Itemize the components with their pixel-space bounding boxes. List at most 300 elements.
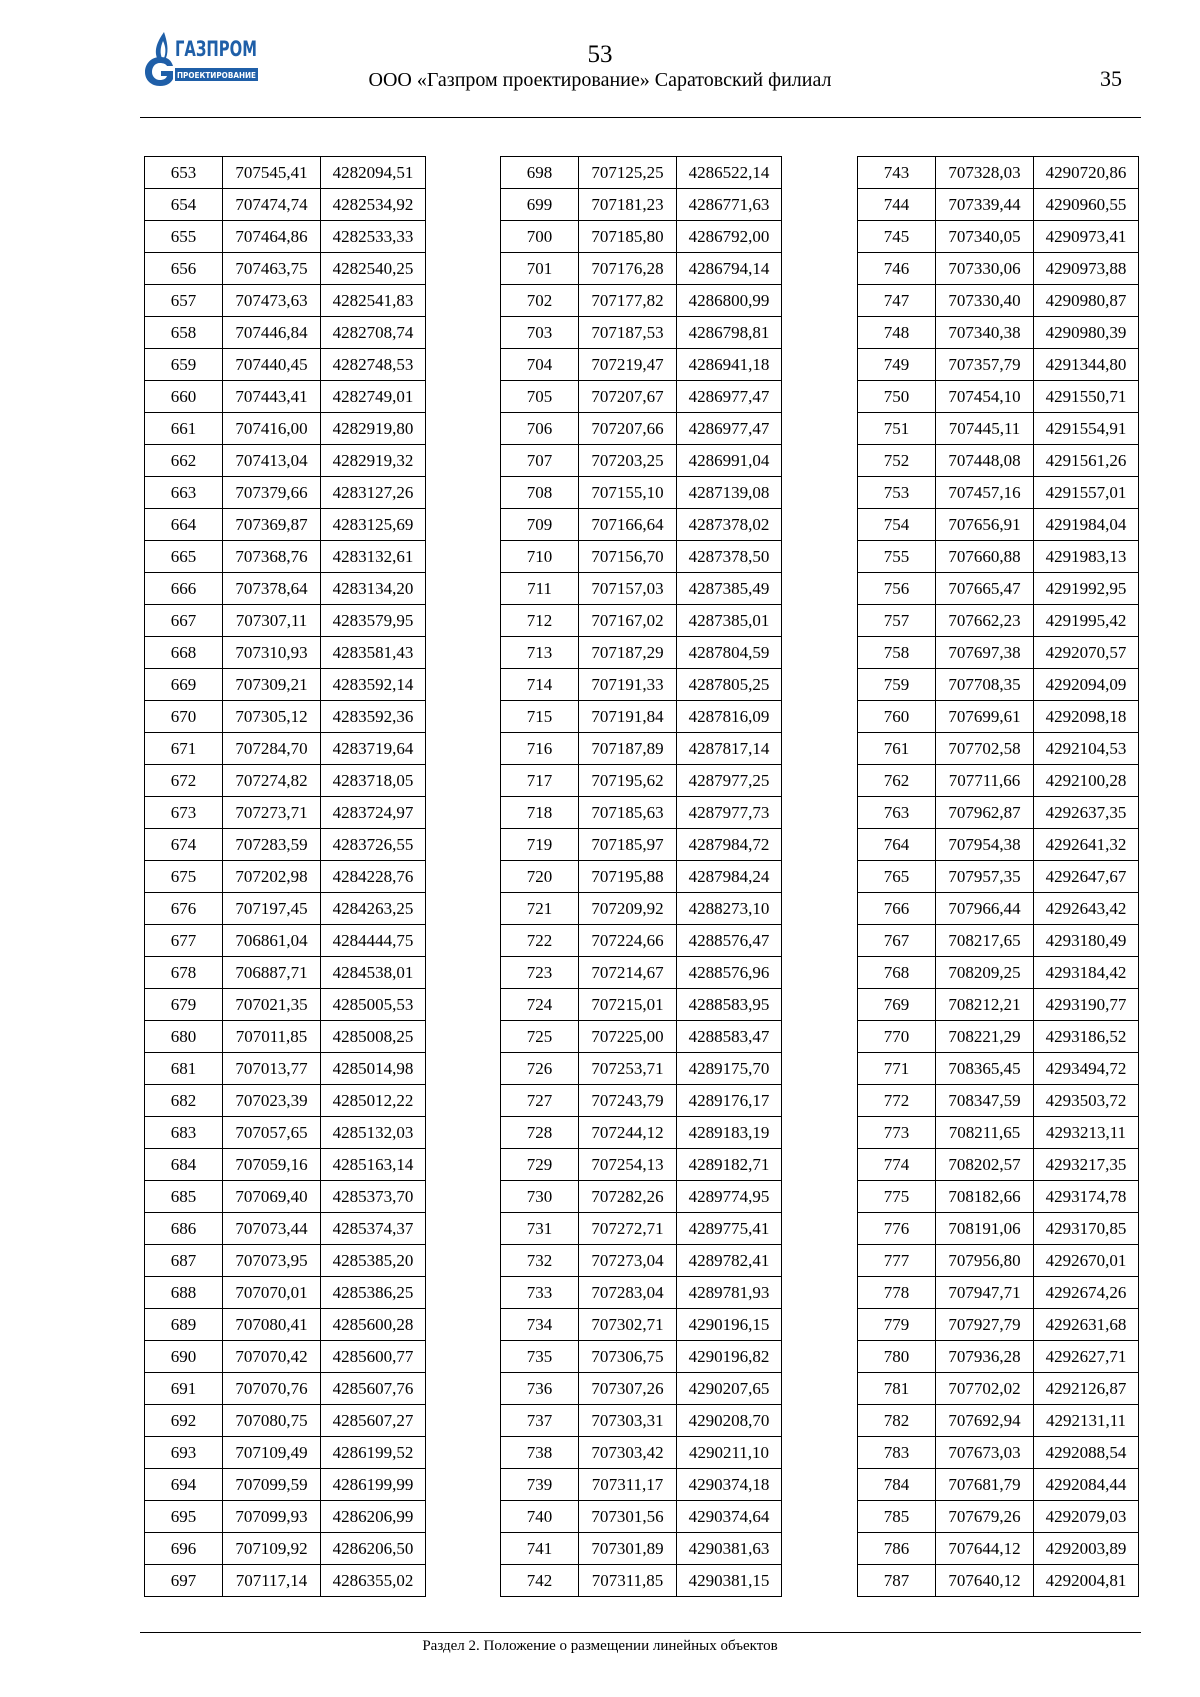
x-coordinate-cell: 707215,01 bbox=[579, 989, 677, 1021]
point-number-cell: 745 bbox=[858, 221, 936, 253]
point-number-cell: 699 bbox=[501, 189, 579, 221]
table-row bbox=[501, 1533, 782, 1565]
x-coordinate-cell: 707157,03 bbox=[579, 573, 677, 605]
point-number-cell: 690 bbox=[145, 1341, 223, 1373]
point-number-cell: 762 bbox=[858, 765, 936, 797]
table-row bbox=[501, 189, 782, 221]
y-coordinate-cell: 4291983,13 bbox=[1034, 541, 1139, 573]
x-coordinate-cell: 707253,71 bbox=[579, 1053, 677, 1085]
point-number-cell: 753 bbox=[858, 477, 936, 509]
x-coordinate-cell: 707962,87 bbox=[936, 797, 1034, 829]
y-coordinate-cell: 4289774,95 bbox=[677, 1181, 782, 1213]
point-number-cell: 681 bbox=[145, 1053, 223, 1085]
table-row bbox=[145, 1405, 426, 1437]
point-number-cell: 738 bbox=[501, 1437, 579, 1469]
point-number-cell: 717 bbox=[501, 765, 579, 797]
table-row bbox=[145, 253, 426, 285]
y-coordinate-cell: 4283592,14 bbox=[321, 669, 426, 701]
table-row bbox=[501, 1309, 782, 1341]
point-number-cell: 769 bbox=[858, 989, 936, 1021]
x-coordinate-cell: 707243,79 bbox=[579, 1085, 677, 1117]
x-coordinate-cell: 707440,45 bbox=[223, 349, 321, 381]
table-row bbox=[145, 861, 426, 893]
y-coordinate-cell: 4287378,50 bbox=[677, 541, 782, 573]
y-coordinate-cell: 4283726,55 bbox=[321, 829, 426, 861]
point-number-cell: 785 bbox=[858, 1501, 936, 1533]
point-number-cell: 720 bbox=[501, 861, 579, 893]
x-coordinate-cell: 707660,88 bbox=[936, 541, 1034, 573]
y-coordinate-cell: 4285373,70 bbox=[321, 1181, 426, 1213]
point-number-cell: 781 bbox=[858, 1373, 936, 1405]
point-number-cell: 739 bbox=[501, 1469, 579, 1501]
point-number-cell: 721 bbox=[501, 893, 579, 925]
table-row bbox=[858, 157, 1139, 189]
table-row bbox=[858, 1437, 1139, 1469]
table-row bbox=[145, 669, 426, 701]
point-number-cell: 737 bbox=[501, 1405, 579, 1437]
table-row bbox=[145, 1469, 426, 1501]
point-number-cell: 734 bbox=[501, 1309, 579, 1341]
y-coordinate-cell: 4287816,09 bbox=[677, 701, 782, 733]
point-number-cell: 740 bbox=[501, 1501, 579, 1533]
point-number-cell: 672 bbox=[145, 765, 223, 797]
table-row bbox=[145, 1245, 426, 1277]
table-row bbox=[858, 1373, 1139, 1405]
point-number-cell: 657 bbox=[145, 285, 223, 317]
x-coordinate-cell: 707702,58 bbox=[936, 733, 1034, 765]
table-row bbox=[501, 509, 782, 541]
point-number-cell: 660 bbox=[145, 381, 223, 413]
table-row bbox=[145, 221, 426, 253]
point-number-cell: 733 bbox=[501, 1277, 579, 1309]
table-row bbox=[858, 1309, 1139, 1341]
y-coordinate-cell: 4285014,98 bbox=[321, 1053, 426, 1085]
table-row bbox=[501, 989, 782, 1021]
x-coordinate-cell: 707023,39 bbox=[223, 1085, 321, 1117]
table-row bbox=[501, 1149, 782, 1181]
table-row bbox=[501, 349, 782, 381]
point-number-cell: 742 bbox=[501, 1565, 579, 1597]
point-number-cell: 741 bbox=[501, 1533, 579, 1565]
point-number-cell: 771 bbox=[858, 1053, 936, 1085]
y-coordinate-cell: 4283134,20 bbox=[321, 573, 426, 605]
table-row bbox=[145, 701, 426, 733]
y-coordinate-cell: 4293494,72 bbox=[1034, 1053, 1139, 1085]
y-coordinate-cell: 4286792,00 bbox=[677, 221, 782, 253]
y-coordinate-cell: 4291561,26 bbox=[1034, 445, 1139, 477]
table-row bbox=[145, 605, 426, 637]
x-coordinate-cell: 707464,86 bbox=[223, 221, 321, 253]
x-coordinate-cell: 708217,65 bbox=[936, 925, 1034, 957]
x-coordinate-cell: 707445,11 bbox=[936, 413, 1034, 445]
table-row bbox=[145, 1501, 426, 1533]
x-coordinate-cell: 707307,11 bbox=[223, 605, 321, 637]
point-number-cell: 706 bbox=[501, 413, 579, 445]
y-coordinate-cell: 4286206,50 bbox=[321, 1533, 426, 1565]
table-row bbox=[858, 1213, 1139, 1245]
point-number-cell: 704 bbox=[501, 349, 579, 381]
x-coordinate-cell: 707125,25 bbox=[579, 157, 677, 189]
x-coordinate-cell: 707446,84 bbox=[223, 317, 321, 349]
table-row bbox=[858, 1053, 1139, 1085]
y-coordinate-cell: 4290973,88 bbox=[1034, 253, 1139, 285]
table-row bbox=[501, 733, 782, 765]
y-coordinate-cell: 4292003,89 bbox=[1034, 1533, 1139, 1565]
table-row bbox=[501, 893, 782, 925]
x-coordinate-cell: 707340,05 bbox=[936, 221, 1034, 253]
y-coordinate-cell: 4285600,77 bbox=[321, 1341, 426, 1373]
x-coordinate-cell: 707185,97 bbox=[579, 829, 677, 861]
table-row bbox=[501, 605, 782, 637]
table-row bbox=[501, 637, 782, 669]
table-row bbox=[501, 253, 782, 285]
y-coordinate-cell: 4290208,70 bbox=[677, 1405, 782, 1437]
table-row bbox=[145, 1117, 426, 1149]
x-coordinate-cell: 707936,28 bbox=[936, 1341, 1034, 1373]
point-number-cell: 783 bbox=[858, 1437, 936, 1469]
y-coordinate-cell: 4292631,68 bbox=[1034, 1309, 1139, 1341]
x-coordinate-cell: 707947,71 bbox=[936, 1277, 1034, 1309]
point-number-cell: 755 bbox=[858, 541, 936, 573]
y-coordinate-cell: 4288583,95 bbox=[677, 989, 782, 1021]
y-coordinate-cell: 4286771,63 bbox=[677, 189, 782, 221]
table-row bbox=[501, 381, 782, 413]
x-coordinate-cell: 707307,26 bbox=[579, 1373, 677, 1405]
point-number-cell: 693 bbox=[145, 1437, 223, 1469]
x-coordinate-cell: 707187,89 bbox=[579, 733, 677, 765]
point-number-cell: 710 bbox=[501, 541, 579, 573]
x-coordinate-cell: 707274,82 bbox=[223, 765, 321, 797]
x-coordinate-cell: 707379,66 bbox=[223, 477, 321, 509]
table-row bbox=[145, 573, 426, 605]
y-coordinate-cell: 4285386,25 bbox=[321, 1277, 426, 1309]
x-coordinate-cell: 707187,53 bbox=[579, 317, 677, 349]
y-coordinate-cell: 4290381,63 bbox=[677, 1533, 782, 1565]
y-coordinate-cell: 4284444,75 bbox=[321, 925, 426, 957]
table-row bbox=[145, 1565, 426, 1597]
y-coordinate-cell: 4293170,85 bbox=[1034, 1213, 1139, 1245]
y-coordinate-cell: 4291992,95 bbox=[1034, 573, 1139, 605]
point-number-cell: 678 bbox=[145, 957, 223, 989]
x-coordinate-cell: 708191,06 bbox=[936, 1213, 1034, 1245]
x-coordinate-cell: 707013,77 bbox=[223, 1053, 321, 1085]
point-number-cell: 683 bbox=[145, 1117, 223, 1149]
y-coordinate-cell: 4290960,55 bbox=[1034, 189, 1139, 221]
table-row bbox=[858, 1085, 1139, 1117]
coordinates-table-3 bbox=[857, 156, 1139, 1597]
table-row bbox=[501, 1085, 782, 1117]
table-row bbox=[145, 349, 426, 381]
point-number-cell: 716 bbox=[501, 733, 579, 765]
y-coordinate-cell: 4290374,18 bbox=[677, 1469, 782, 1501]
y-coordinate-cell: 4292126,87 bbox=[1034, 1373, 1139, 1405]
table-row bbox=[501, 1181, 782, 1213]
y-coordinate-cell: 4291550,71 bbox=[1034, 381, 1139, 413]
table-row bbox=[501, 701, 782, 733]
x-coordinate-cell: 707330,06 bbox=[936, 253, 1034, 285]
point-number-cell: 764 bbox=[858, 829, 936, 861]
y-coordinate-cell: 4292094,09 bbox=[1034, 669, 1139, 701]
y-coordinate-cell: 4287378,02 bbox=[677, 509, 782, 541]
point-number-cell: 680 bbox=[145, 1021, 223, 1053]
y-coordinate-cell: 4284263,25 bbox=[321, 893, 426, 925]
table-row bbox=[858, 1117, 1139, 1149]
x-coordinate-cell: 707711,66 bbox=[936, 765, 1034, 797]
point-number-cell: 754 bbox=[858, 509, 936, 541]
point-number-cell: 786 bbox=[858, 1533, 936, 1565]
point-number-cell: 760 bbox=[858, 701, 936, 733]
point-number-cell: 751 bbox=[858, 413, 936, 445]
x-coordinate-cell: 707644,12 bbox=[936, 1533, 1034, 1565]
x-coordinate-cell: 707214,67 bbox=[579, 957, 677, 989]
point-number-cell: 671 bbox=[145, 733, 223, 765]
x-coordinate-cell: 707457,16 bbox=[936, 477, 1034, 509]
x-coordinate-cell: 707155,10 bbox=[579, 477, 677, 509]
table-row bbox=[145, 1437, 426, 1469]
coordinates-table-2 bbox=[500, 156, 782, 1597]
table-row bbox=[145, 1053, 426, 1085]
x-coordinate-cell: 708347,59 bbox=[936, 1085, 1034, 1117]
y-coordinate-cell: 4285008,25 bbox=[321, 1021, 426, 1053]
point-number-cell: 749 bbox=[858, 349, 936, 381]
point-number-cell: 714 bbox=[501, 669, 579, 701]
table-row bbox=[858, 637, 1139, 669]
y-coordinate-cell: 4292627,71 bbox=[1034, 1341, 1139, 1373]
y-coordinate-cell: 4286977,47 bbox=[677, 413, 782, 445]
y-coordinate-cell: 4282094,51 bbox=[321, 157, 426, 189]
table-row bbox=[858, 733, 1139, 765]
point-number-cell: 744 bbox=[858, 189, 936, 221]
y-coordinate-cell: 4292643,42 bbox=[1034, 893, 1139, 925]
point-number-cell: 736 bbox=[501, 1373, 579, 1405]
point-number-cell: 776 bbox=[858, 1213, 936, 1245]
point-number-cell: 697 bbox=[145, 1565, 223, 1597]
point-number-cell: 655 bbox=[145, 221, 223, 253]
y-coordinate-cell: 4290374,64 bbox=[677, 1501, 782, 1533]
y-coordinate-cell: 4293190,77 bbox=[1034, 989, 1139, 1021]
y-coordinate-cell: 4288576,96 bbox=[677, 957, 782, 989]
y-coordinate-cell: 4283127,26 bbox=[321, 477, 426, 509]
table-row bbox=[145, 765, 426, 797]
point-number-cell: 767 bbox=[858, 925, 936, 957]
point-number-cell: 684 bbox=[145, 1149, 223, 1181]
table-row bbox=[858, 1533, 1139, 1565]
table-row bbox=[858, 861, 1139, 893]
x-coordinate-cell: 707207,67 bbox=[579, 381, 677, 413]
logo-subtitle: ПРОЕКТИРОВАНИЕ bbox=[177, 71, 256, 80]
table-row bbox=[858, 477, 1139, 509]
y-coordinate-cell: 4282919,32 bbox=[321, 445, 426, 477]
x-coordinate-cell: 707413,04 bbox=[223, 445, 321, 477]
y-coordinate-cell: 4291554,91 bbox=[1034, 413, 1139, 445]
y-coordinate-cell: 4282534,92 bbox=[321, 189, 426, 221]
point-number-cell: 702 bbox=[501, 285, 579, 317]
point-number-cell: 761 bbox=[858, 733, 936, 765]
table-row bbox=[145, 1181, 426, 1213]
point-number-cell: 659 bbox=[145, 349, 223, 381]
x-coordinate-cell: 707443,41 bbox=[223, 381, 321, 413]
table-row bbox=[145, 1341, 426, 1373]
table-row bbox=[501, 1213, 782, 1245]
x-coordinate-cell: 707640,12 bbox=[936, 1565, 1034, 1597]
point-number-cell: 711 bbox=[501, 573, 579, 605]
y-coordinate-cell: 4289775,41 bbox=[677, 1213, 782, 1245]
table-row bbox=[858, 1149, 1139, 1181]
logo-wordmark: ГАЗПРОМ bbox=[175, 37, 257, 61]
point-number-cell: 770 bbox=[858, 1021, 936, 1053]
x-coordinate-cell: 707219,47 bbox=[579, 349, 677, 381]
table-row bbox=[858, 1245, 1139, 1277]
table-row bbox=[858, 829, 1139, 861]
y-coordinate-cell: 4285374,37 bbox=[321, 1213, 426, 1245]
point-number-cell: 759 bbox=[858, 669, 936, 701]
point-number-cell: 696 bbox=[145, 1533, 223, 1565]
y-coordinate-cell: 4282540,25 bbox=[321, 253, 426, 285]
point-number-cell: 703 bbox=[501, 317, 579, 349]
y-coordinate-cell: 4285163,14 bbox=[321, 1149, 426, 1181]
y-coordinate-cell: 4292079,03 bbox=[1034, 1501, 1139, 1533]
point-number-cell: 756 bbox=[858, 573, 936, 605]
point-number-cell: 688 bbox=[145, 1277, 223, 1309]
table-row bbox=[501, 1021, 782, 1053]
x-coordinate-cell: 707378,64 bbox=[223, 573, 321, 605]
table-row bbox=[145, 1213, 426, 1245]
x-coordinate-cell: 707070,42 bbox=[223, 1341, 321, 1373]
x-coordinate-cell: 706887,71 bbox=[223, 957, 321, 989]
y-coordinate-cell: 4286794,14 bbox=[677, 253, 782, 285]
table-row bbox=[501, 1405, 782, 1437]
x-coordinate-cell: 707697,38 bbox=[936, 637, 1034, 669]
x-coordinate-cell: 707656,91 bbox=[936, 509, 1034, 541]
x-coordinate-cell: 707166,64 bbox=[579, 509, 677, 541]
y-coordinate-cell: 4289175,70 bbox=[677, 1053, 782, 1085]
point-number-cell: 698 bbox=[501, 157, 579, 189]
x-coordinate-cell: 707187,29 bbox=[579, 637, 677, 669]
y-coordinate-cell: 4284228,76 bbox=[321, 861, 426, 893]
y-coordinate-cell: 4285012,22 bbox=[321, 1085, 426, 1117]
table-row bbox=[145, 797, 426, 829]
point-number-cell: 732 bbox=[501, 1245, 579, 1277]
y-coordinate-cell: 4292084,44 bbox=[1034, 1469, 1139, 1501]
table-row bbox=[501, 477, 782, 509]
x-coordinate-cell: 707463,75 bbox=[223, 253, 321, 285]
point-number-cell: 766 bbox=[858, 893, 936, 925]
point-number-cell: 782 bbox=[858, 1405, 936, 1437]
table-row bbox=[501, 157, 782, 189]
table-row bbox=[145, 957, 426, 989]
x-coordinate-cell: 707080,75 bbox=[223, 1405, 321, 1437]
table-row bbox=[858, 1341, 1139, 1373]
point-number-cell: 676 bbox=[145, 893, 223, 925]
y-coordinate-cell: 4282541,83 bbox=[321, 285, 426, 317]
table-row bbox=[858, 797, 1139, 829]
y-coordinate-cell: 4286522,14 bbox=[677, 157, 782, 189]
point-number-cell: 694 bbox=[145, 1469, 223, 1501]
point-number-cell: 752 bbox=[858, 445, 936, 477]
table-row bbox=[145, 445, 426, 477]
y-coordinate-cell: 4286800,99 bbox=[677, 285, 782, 317]
point-number-cell: 772 bbox=[858, 1085, 936, 1117]
table-row bbox=[145, 477, 426, 509]
table-row bbox=[858, 669, 1139, 701]
x-coordinate-cell: 707301,56 bbox=[579, 1501, 677, 1533]
y-coordinate-cell: 4292674,26 bbox=[1034, 1277, 1139, 1309]
point-number-cell: 664 bbox=[145, 509, 223, 541]
y-coordinate-cell: 4289182,71 bbox=[677, 1149, 782, 1181]
x-coordinate-cell: 707272,71 bbox=[579, 1213, 677, 1245]
table-row bbox=[858, 253, 1139, 285]
x-coordinate-cell: 707191,33 bbox=[579, 669, 677, 701]
point-number-cell: 653 bbox=[145, 157, 223, 189]
table-row bbox=[858, 957, 1139, 989]
x-coordinate-cell: 707185,80 bbox=[579, 221, 677, 253]
table-row bbox=[858, 317, 1139, 349]
x-coordinate-cell: 707195,62 bbox=[579, 765, 677, 797]
y-coordinate-cell: 4285607,76 bbox=[321, 1373, 426, 1405]
x-coordinate-cell: 707057,65 bbox=[223, 1117, 321, 1149]
table-row bbox=[145, 189, 426, 221]
table-row bbox=[501, 1437, 782, 1469]
x-coordinate-cell: 707284,70 bbox=[223, 733, 321, 765]
point-number-cell: 747 bbox=[858, 285, 936, 317]
point-number-cell: 730 bbox=[501, 1181, 579, 1213]
point-number-cell: 763 bbox=[858, 797, 936, 829]
y-coordinate-cell: 4292098,18 bbox=[1034, 701, 1139, 733]
organization-title: ООО «Газпром проектирование» Саратовский филиал bbox=[368, 69, 832, 91]
x-coordinate-cell: 707185,63 bbox=[579, 797, 677, 829]
point-number-cell: 784 bbox=[858, 1469, 936, 1501]
table-row bbox=[501, 1501, 782, 1533]
point-number-cell: 661 bbox=[145, 413, 223, 445]
y-coordinate-cell: 4283579,95 bbox=[321, 605, 426, 637]
table-row bbox=[501, 1565, 782, 1597]
x-coordinate-cell: 707273,71 bbox=[223, 797, 321, 829]
x-coordinate-cell: 708209,25 bbox=[936, 957, 1034, 989]
table-row bbox=[145, 317, 426, 349]
point-number-cell: 687 bbox=[145, 1245, 223, 1277]
y-coordinate-cell: 4292670,01 bbox=[1034, 1245, 1139, 1277]
table-row bbox=[145, 157, 426, 189]
table-row bbox=[501, 765, 782, 797]
x-coordinate-cell: 707311,17 bbox=[579, 1469, 677, 1501]
x-coordinate-cell: 708221,29 bbox=[936, 1021, 1034, 1053]
point-number-cell: 757 bbox=[858, 605, 936, 637]
point-number-cell: 713 bbox=[501, 637, 579, 669]
y-coordinate-cell: 4286199,99 bbox=[321, 1469, 426, 1501]
x-coordinate-cell: 707708,35 bbox=[936, 669, 1034, 701]
table-row bbox=[501, 317, 782, 349]
x-coordinate-cell: 707195,88 bbox=[579, 861, 677, 893]
table-row bbox=[858, 381, 1139, 413]
table-row bbox=[858, 893, 1139, 925]
x-coordinate-cell: 708365,45 bbox=[936, 1053, 1034, 1085]
x-coordinate-cell: 707954,38 bbox=[936, 829, 1034, 861]
table-row bbox=[501, 1277, 782, 1309]
y-coordinate-cell: 4282533,33 bbox=[321, 221, 426, 253]
y-coordinate-cell: 4288576,47 bbox=[677, 925, 782, 957]
y-coordinate-cell: 4286199,52 bbox=[321, 1437, 426, 1469]
point-number-cell: 777 bbox=[858, 1245, 936, 1277]
x-coordinate-cell: 707109,49 bbox=[223, 1437, 321, 1469]
x-coordinate-cell: 707369,87 bbox=[223, 509, 321, 541]
table-row bbox=[501, 221, 782, 253]
point-number-cell: 779 bbox=[858, 1309, 936, 1341]
page-number: 53 bbox=[587, 41, 613, 68]
table-row bbox=[501, 1469, 782, 1501]
x-coordinate-cell: 707699,61 bbox=[936, 701, 1034, 733]
x-coordinate-cell: 707202,98 bbox=[223, 861, 321, 893]
x-coordinate-cell: 707302,71 bbox=[579, 1309, 677, 1341]
